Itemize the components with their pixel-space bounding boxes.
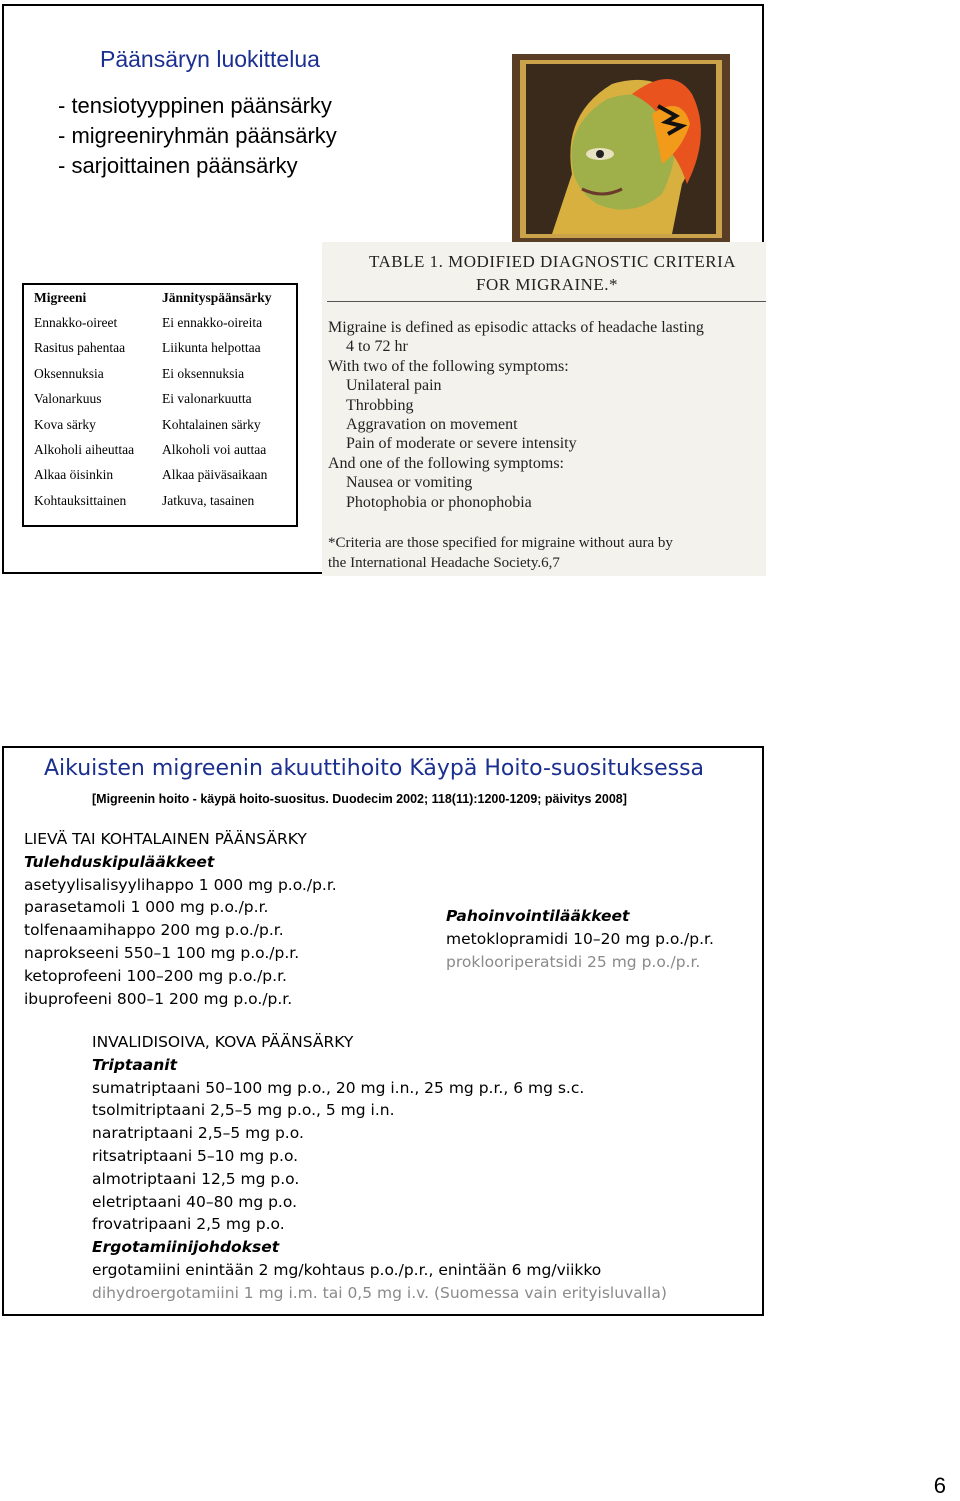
drug-item: ritsatriptaani 5–10 mg p.o. (92, 1146, 299, 1165)
footnote-line: *Criteria are those specified for migraine without aura by (328, 535, 673, 551)
severe-headache-section (92, 1031, 667, 1305)
slide-migraine-acute-treatment (2, 746, 764, 1316)
criteria-title-line: TABLE 1. MODIFIED DIAGNOSTIC CRITERIA (369, 252, 737, 271)
drug-item: tolfenaamihappo 200 mg p.o./p.r. (24, 921, 284, 940)
table-row (24, 336, 272, 361)
slide-title: Aikuisten migreenin akuuttihoito Käypä Hoito-suosituksessa (44, 756, 705, 781)
headache-type-item: - tensiotyyppinen päänsärky (58, 93, 332, 118)
table-cell: Kohtauksittainen (34, 492, 127, 508)
criteria-line: Throbbing (346, 396, 414, 414)
table-row (24, 310, 272, 335)
criteria-footnote (328, 534, 673, 573)
criteria-line: Pain of moderate or severe intensity (346, 435, 577, 453)
criteria-divider (327, 301, 766, 302)
table-row (24, 463, 272, 488)
criteria-body (328, 318, 704, 512)
section-heading: LIEVÄ TAI KOHTALAINEN PÄÄNSÄRKY (24, 830, 307, 848)
table-row (24, 387, 272, 412)
table-cell: Oksennuksia (34, 365, 104, 381)
table-cell: Ennakko-oireet (34, 315, 118, 331)
antiemetics-section (446, 905, 714, 973)
table-row (24, 412, 272, 437)
drug-item: tsolmitriptaani 2,5–5 mg p.o., 5 mg i.n. (92, 1101, 395, 1120)
drug-item: almotriptaani 12,5 mg p.o. (92, 1169, 300, 1188)
criteria-line: Unilateral pain (346, 377, 442, 395)
table-row (24, 437, 272, 462)
drug-item: frovatripaani 2,5 mg p.o. (92, 1215, 285, 1234)
criteria-title (369, 250, 736, 296)
drug-item: eletriptaani 40–80 mg p.o. (92, 1192, 297, 1211)
migraine-painting-image (512, 54, 730, 244)
table-row (24, 488, 272, 513)
criteria-title-line: FOR MIGRAINE.* (476, 275, 619, 294)
drug-item: naprokseeni 550–1 100 mg p.o./p.r. (24, 943, 300, 962)
drug-group-heading: Ergotamiinijohdokset (92, 1238, 280, 1257)
table-row (24, 361, 272, 386)
section-heading: INVALIDISOIVA, KOVA PÄÄNSÄRKY (92, 1033, 354, 1051)
table-cell: Alkaa öisinkin (34, 467, 114, 483)
criteria-line: Nausea or vomiting (346, 474, 473, 492)
table-cell: Jatkuva, tasainen (162, 492, 255, 508)
headache-type-list (58, 91, 337, 181)
table-cell: Liikunta helpottaa (162, 340, 261, 356)
drug-item: sumatriptaani 50–100 mg p.o., 20 mg i.n., 25 mg p.r., 6 mg s.c. (92, 1078, 585, 1097)
slide-title: Päänsäryn luokittelua (100, 46, 320, 72)
drug-item: proklooriperatsidi 25 mg p.o./p.r. (446, 952, 701, 971)
table-cell: Alkoholi voi auttaa (162, 442, 267, 458)
mild-headache-section (24, 828, 337, 1010)
diagnostic-criteria-image (322, 242, 766, 576)
criteria-line: Migraine is defined as episodic attacks of headache lasting (328, 319, 704, 336)
headache-type-item: - sarjoittainen päänsärky (58, 153, 298, 178)
page-number: 6 (933, 1473, 946, 1498)
drug-group-heading: Tulehduskipulääkkeet (24, 852, 215, 871)
column-header: Jännityspäänsärky (162, 289, 272, 305)
table-cell: Alkaa päiväsaikaan (162, 467, 268, 483)
slide-headache-classification (2, 4, 764, 574)
table-cell: Valonarkuus (34, 391, 102, 407)
table-header-row (24, 285, 272, 310)
drug-item: ibuprofeeni 800–1 200 mg p.o./p.r. (24, 989, 293, 1008)
criteria-line: And one of the following symptoms: (328, 454, 564, 472)
drug-item: naratriptaani 2,5–5 mg p.o. (92, 1124, 304, 1143)
headache-type-item: - migreeniryhmän päänsärky (58, 123, 337, 148)
table-cell: Ei ennakko-oireita (162, 315, 263, 331)
drug-item: ergotamiini enintään 2 mg/kohtaus p.o./p.r., enintään 6 mg/viikko (92, 1260, 602, 1279)
column-header: Migreeni (34, 289, 87, 305)
drug-item: ketoprofeeni 100–200 mg p.o./p.r. (24, 966, 287, 985)
drug-group-heading: Triptaanit (92, 1055, 178, 1074)
table-cell: Kova särky (34, 416, 96, 432)
reference-citation: [Migreenin hoito - käypä hoito-suositus. Duodecim 2002; 118(11):1200-1209; päivitys 2008] (92, 792, 627, 806)
table-cell: Ei oksennuksia (162, 365, 245, 381)
drug-item: metoklopramidi 10–20 mg p.o./p.r. (446, 929, 714, 948)
criteria-line: Aggravation on movement (346, 416, 518, 434)
drug-group-heading: Pahoinvointilääkkeet (446, 907, 630, 925)
table-cell: Ei valonarkuutta (162, 391, 252, 407)
drug-item: dihydroergotamiini 1 mg i.m. tai 0,5 mg i.v. (Suomessa vain erityisluvalla) (92, 1283, 667, 1302)
footnote-line: the International Headache Society.6,7 (328, 554, 560, 571)
migraine-vs-tension-table (22, 283, 298, 527)
table-cell: Rasitus pahentaa (34, 340, 126, 356)
drug-item: asetyylisalisyylihappo 1 000 mg p.o./p.r. (24, 875, 337, 894)
table-cell: Kohtalainen särky (162, 416, 261, 432)
drug-item: parasetamoli 1 000 mg p.o./p.r. (24, 898, 269, 917)
table-cell: Alkoholi aiheuttaa (34, 442, 135, 458)
criteria-line: Photophobia or phonophobia (346, 493, 532, 511)
criteria-line: With two of the following symptoms: (328, 357, 569, 375)
criteria-line: 4 to 72 hr (346, 338, 408, 356)
